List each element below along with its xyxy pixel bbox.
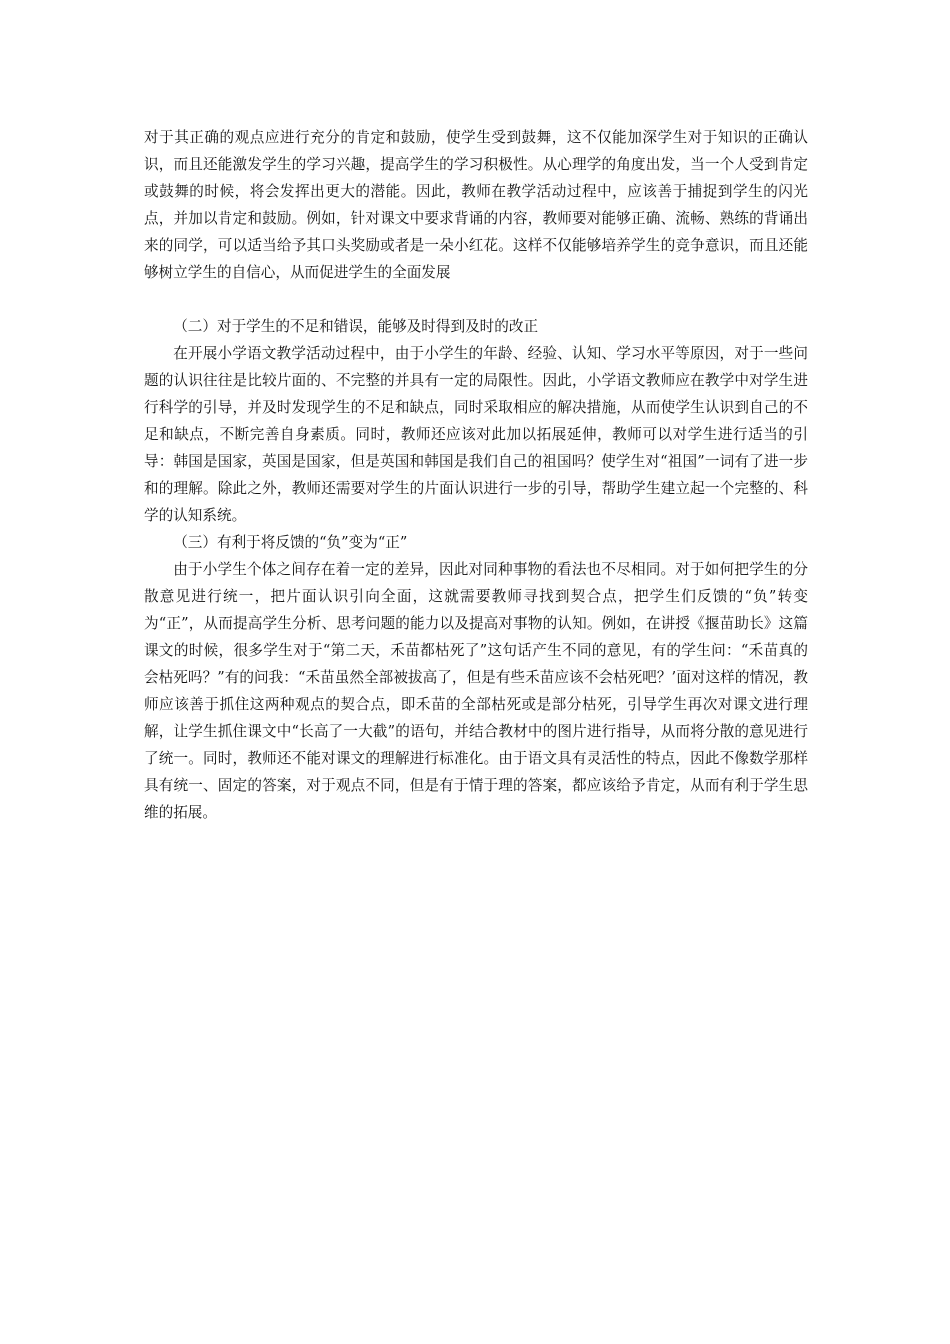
document-body <box>144 124 808 826</box>
section-heading-three: （三）有利于将反馈的“负”变为“正” <box>173 534 408 551</box>
section-heading-two: （二）对于学生的不足和错误，能够及时得到及时的改正 <box>173 318 539 335</box>
paragraph-praise-encouragement: 对于其正确的观点应进行充分的肯定和鼓励，使学生受到鼓舞，这不仅能加深学生对于知识的正确认识，而且还能激发学生的学习兴趣，提高学生的学习积极性。从心理学的角度出发，当一个人受到肯定或鼓舞的时候，将会发挥出更大的潜能。因此，教师在教学活动过程中，应该善于捕捉到学生的闪光点，并加以肯定和鼓励。例如，针对课文中要求背诵的内容，教师要对能够正确、流畅、熟练的背诵出来的同学，可以适当给予其口头奖励或者是一朵小红花。这样不仅能够培养学生的竞争意识，而且还能够树立学生的自信心，从而促进学生的全面发展 <box>144 129 808 281</box>
paragraph-correct-mistakes: 在开展小学语文教学活动过程中，由于小学生的年龄、经验、认知、学习水平等原因，对于一些问题的认识往往是比较片面的、不完整的并具有一定的局限性。因此，小学语文教师应在教学中对学生进行科学的引导，并及时发现学生的不足和缺点，同时采取相应的解决措施，从而使学生认识到自己的不足和缺点，不断完善自身素质。同时，教师还应该对此加以拓展延伸，教师可以对学生进行适当的引导：韩国是国家，英国是国家，但是英国和韩国是我们自己的祖国吗？使学生对“祖国”一词有了进一步和的理解。除此之外，教师还需要对学生的片面认识进行一步的引导，帮助学生建立起一个完整的、科学的认知系统。 <box>144 345 808 524</box>
paragraph-negative-to-positive: 由于小学生个体之间存在着一定的差异，因此对同种事物的看法也不尽相同。对于如何把学生的分散意见进行统一，把片面认识引向全面，这就需要教师寻找到契合点，把学生们反馈的“负”转变为“正”，从而提高学生分析、思考问题的能力以及提高对事物的认知。例如，在讲授《揠苗助长》这篇课文的时候，很多学生对于“第二天，禾苗都枯死了”这句话产生不同的意见，有的学生问：“禾苗真的会枯死吗？”有的问我：“禾苗虽然全部被拔高了，但是有些禾苗应该不会枯死吧？’面对这样的情况，教师应该善于抓住这两种观点的契合点，即禾苗的全部枯死或是部分枯死，引导学生再次对课文进行理解，让学生抓住课文中“长高了一大截”的语句，并结合教材中的图片进行指导，从而将分散的意见进行了统一。同时，教师还不能对课文的理解进行标准化。由于语文具有灵活性的特点，因此不像数学那样具有统一、固定的答案，对于观点不同，但是有于情于理的答案，都应该给予肯定，从而有利于学生思维的拓展。 <box>144 561 808 821</box>
